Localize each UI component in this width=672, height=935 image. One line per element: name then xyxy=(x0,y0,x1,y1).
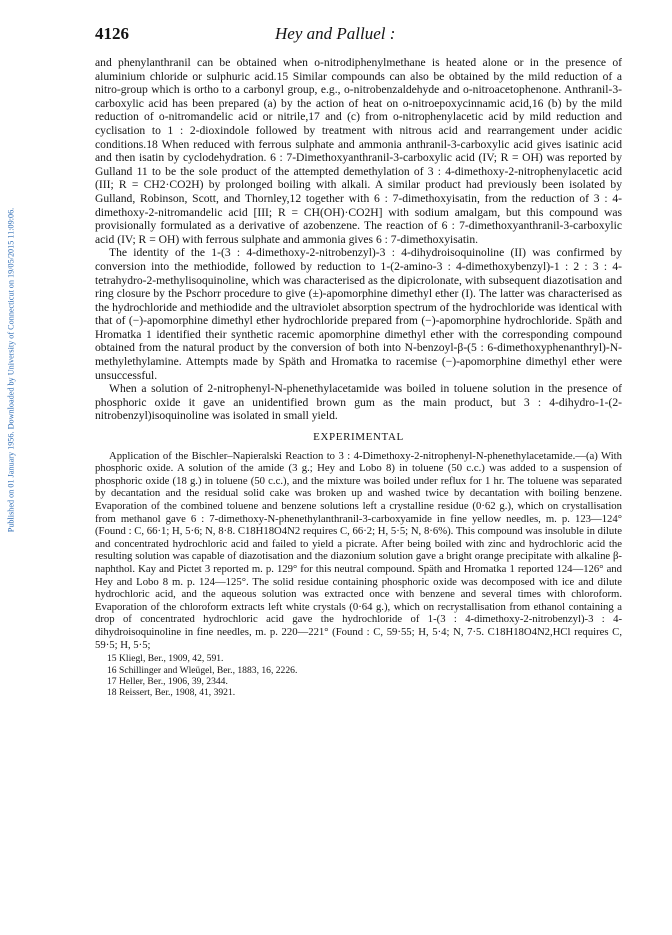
paragraph-nitrophenyl: When a solution of 2-nitrophenyl-N-phenethylacetamide was boiled in toluene solution in the presence of phosphoric oxide it gave an unidentified brown gum as the main product, but 3 : 4-dihydro-1-(2-nitrobenzyl)isoquinoline was isolated in small yield. xyxy=(95,382,622,423)
article-body xyxy=(95,56,622,699)
download-watermark-text: Published on 01 January 1956. Downloaded by University of Connecticut on 19/05/2015 11:09:06. xyxy=(6,207,16,533)
reference-16: 16 Schillinger and Wleügel, Ber., 1883, 16, 2226. xyxy=(107,664,298,676)
paragraph-anthranil: and phenylanthranil can be obtained when o-nitrodiphenylmethane is heated alone or in the presence of aluminium chloride or sulphuric acid.15 Similar compounds can also be obtained by the mild reduction of a nitro-group which is ortho to a carbonyl group, e.g., o-nitrobenzaldehyde and o-nitroacetophenone. Anthranil-3-carboxylic acid has been prepared (a) by the action of heat on o-nitroepoxycinnamic acid,16 (b) by the mild reduction of o-nitromandelic acid or nitrile,17 and (c) from o-nitrophenylacetic acid by mild reduction and cyclisation to 1 : 2-dioxindole followed by treatment with nitrous acid and rearrangement under acidic conditions.18 When reduced with ferrous sulphate and ammonia anthranil-3-carboxylic acid gives isatinic acid and then isatin by cyclodehydration. 6 : 7-Dimethoxyanthranil-3-carboxylic acid (IV; R = OH) was reported by Gulland 11 to be the sole product of the attempted demethylation of 3 : 4-dimethoxy-2-nitrophenylacetic acid (III; R = CH2·CO2H) by prolonged boiling with alkali. A similar product had previously been isolated by Gulland, Robinson, Scott, and Thornley,12 together with 6 : 7-dimethoxyisatin, from the reduction of 3 : 4-dimethoxy-2-nitromandelic acid [III; R = CH(OH)·CO2H] with sodium amalgam, but this compound was provisionally formulated as a derivative of azobenzene. The reaction of 6 : 7-dimethoxyanthranil-3-carboxylic acid (IV; R = OH) with ferrous sulphate and ammonia gives 6 : 7-dimethoxyisatin. xyxy=(95,56,622,246)
page-number: 4126 xyxy=(95,24,129,43)
paragraph-experimental: Application of the Bischler–Napieralski Reaction to 3 : 4-Dimethoxy-2-nitrophenyl-N-phenethylacetamide.—(a) With phosphoric oxide. A solution of the amide (3 g.; Hey and Lobo 8) in toluene (50 c.c.) was added to a suspension of phosphoric oxide (18 g.) in toluene (50 c.c.), and the mixture was boiled under reflux for 1 hr. The toluene was separated by decantation and the residual solid cake was broken up and washed twice by decantation with boiling benzene. Evaporation of the combined toluene and benzene solutions left a crystalline residue (0·62 g.), which on crystallisation from methanol gave 6 : 7-dimethoxy-N-phenethylanthranil-3-carboxyamide in fine yellow needles, m. p. 123—124° (Found : C, 66·1; H, 5·6; N, 8·8. C18H18O4N2 requires C, 66·2; H, 5·5; N, 8·6%). This compound was insoluble in dilute and concentrated hydrochloric acid and failed to yield a picrate. After being boiled with zinc and hydrochloric acid the resulting solution was capable of diazotisation and the diazonium solution gave a bright orange precipitate with alkaline β-naphthol. Kay and Pictet 3 reported m. p. 129° for this neutral compound. Späth and Hromatka 1 reported 124—126° and Hey and Lobo 8 m. p. 124—125°. The solid residue containing phosphoric oxide was decomposed with ice and dilute hydrochloric acid, and the aqueous solution was extracted once with benzene and several times with chloroform. Evaporation of the chloroform extracts left white crystals (0·64 g.), which on recrystallisation from ethanol containing a drop of concentrated hydrochloric acid gave the hydrochloride of 1-(3 : 4-dimethoxy-2-nitrobenzyl)-3 : 4-dihydroisoquinoline in fine needles, m. p. 220—221° (Found : C, 59·55; H, 5·4; N, 7·5. C18H18O4N2,HCl requires C, 59·5; H, 5·5; xyxy=(95,449,622,651)
reference-15: 15 Kliegl, Ber., 1909, 42, 591. xyxy=(107,653,224,665)
section-heading-experimental: EXPERIMENTAL xyxy=(313,431,404,444)
running-title: Hey and Palluel : xyxy=(275,24,396,43)
download-watermark xyxy=(4,140,18,600)
footnote-references xyxy=(95,653,622,699)
reference-18: 18 Reissert, Ber., 1908, 41, 3921. xyxy=(107,687,236,699)
reference-17: 17 Heller, Ber., 1906, 39, 2344. xyxy=(107,675,228,687)
paragraph-identity: The identity of the 1-(3 : 4-dimethoxy-2-nitrobenzyl)-3 : 4-dihydroisoquinoline (II) was confirmed by conversion into the methiodide, followed by reduction to 1-(2-amino-3 : 4-dimethoxybenzyl)-1 : 2 : 3 : 4-tetrahydro-2-methylisoquinoline, which was characterised as the dipicrolonate, with subsequent diazotisation and ring closure by the Pschorr procedure to give (±)-apomorphine dimethyl ether (I). The latter was characterised as the hydrochloride and methiodide and the ultraviolet absorption spectrum of the hydrochloride was identical with that of (−)-apomorphine dimethyl ether hydrochloride prepared from (−)-apomorphine hydrochloride. Späth and Hromatka 1 identified their synthetic racemic apomorphine dimethyl ether with the corresponding compound obtained from the natural product by the conversion of both into N-benzoyl-β-(5 : 6-dimethoxyphenanthryl)-N-methylethylamine. Attempts made by Späth and Hromatka to racemise (−)-apomorphine dimethyl ether were unsuccessful. xyxy=(95,246,622,382)
page-header xyxy=(95,24,620,48)
